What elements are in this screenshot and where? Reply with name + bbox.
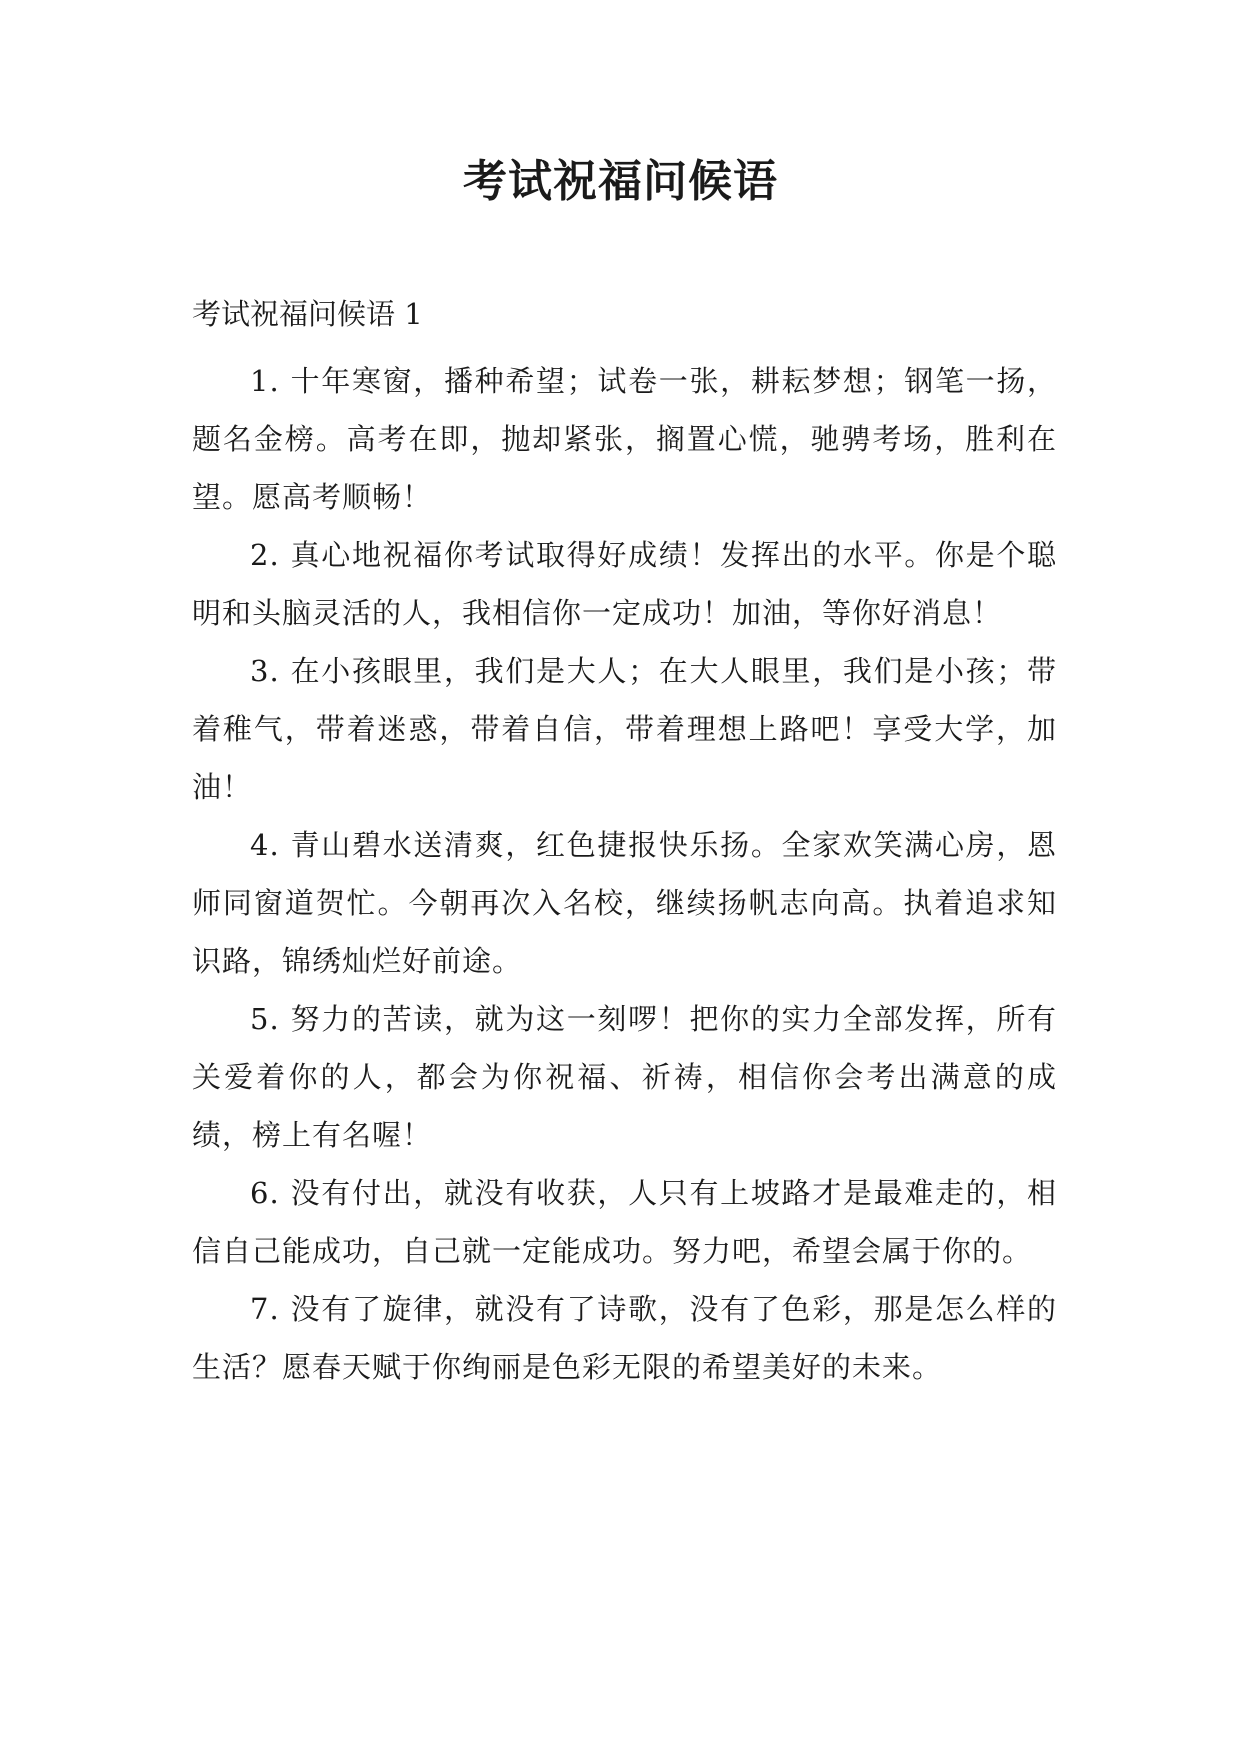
paragraph-6: 6. 没有付出，就没有收获，人只有上坡路才是最难走的，相信自己能成功，自己就一定能成功。努力吧，希望会属于你的。 xyxy=(192,1176,1057,1268)
section-heading: 考试祝福问候语 1 xyxy=(192,297,423,331)
paragraph-2: 2. 真心地祝福你考试取得好成绩！发挥出的水平。你是个聪明和头脑灵活的人，我相信你一定成功！加油，等你好消息！ xyxy=(192,538,1057,630)
paragraph-list xyxy=(192,352,1057,1396)
paragraph-3: 3. 在小孩眼里，我们是大人；在大人眼里，我们是小孩；带着稚气，带着迷惑，带着自信，带着理想上路吧！享受大学，加油！ xyxy=(192,654,1057,804)
paragraph-7: 7. 没有了旋律，就没有了诗歌，没有了色彩，那是怎么样的生活？愿春天赋于你绚丽是色彩无限的希望美好的未来。 xyxy=(192,1292,1057,1384)
document-title: 考试祝福问候语 xyxy=(463,156,778,207)
paragraph-5: 5. 努力的苦读，就为这一刻啰！把你的实力全部发挥，所有关爱着你的人，都会为你祝福、祈祷，相信你会考出满意的成绩，榜上有名喔！ xyxy=(192,1002,1057,1152)
paragraph-4: 4. 青山碧水送清爽，红色捷报快乐扬。全家欢笑满心房，恩师同窗道贺忙。今朝再次入名校，继续扬帆志向高。执着追求知识路，锦绣灿烂好前途。 xyxy=(192,828,1057,978)
paragraph-1: 1. 十年寒窗，播种希望；试卷一张，耕耘梦想；钢笔一扬，题名金榜。高考在即，抛却紧张，搁置心慌，驰骋考场，胜利在望。愿高考顺畅！ xyxy=(192,364,1057,514)
